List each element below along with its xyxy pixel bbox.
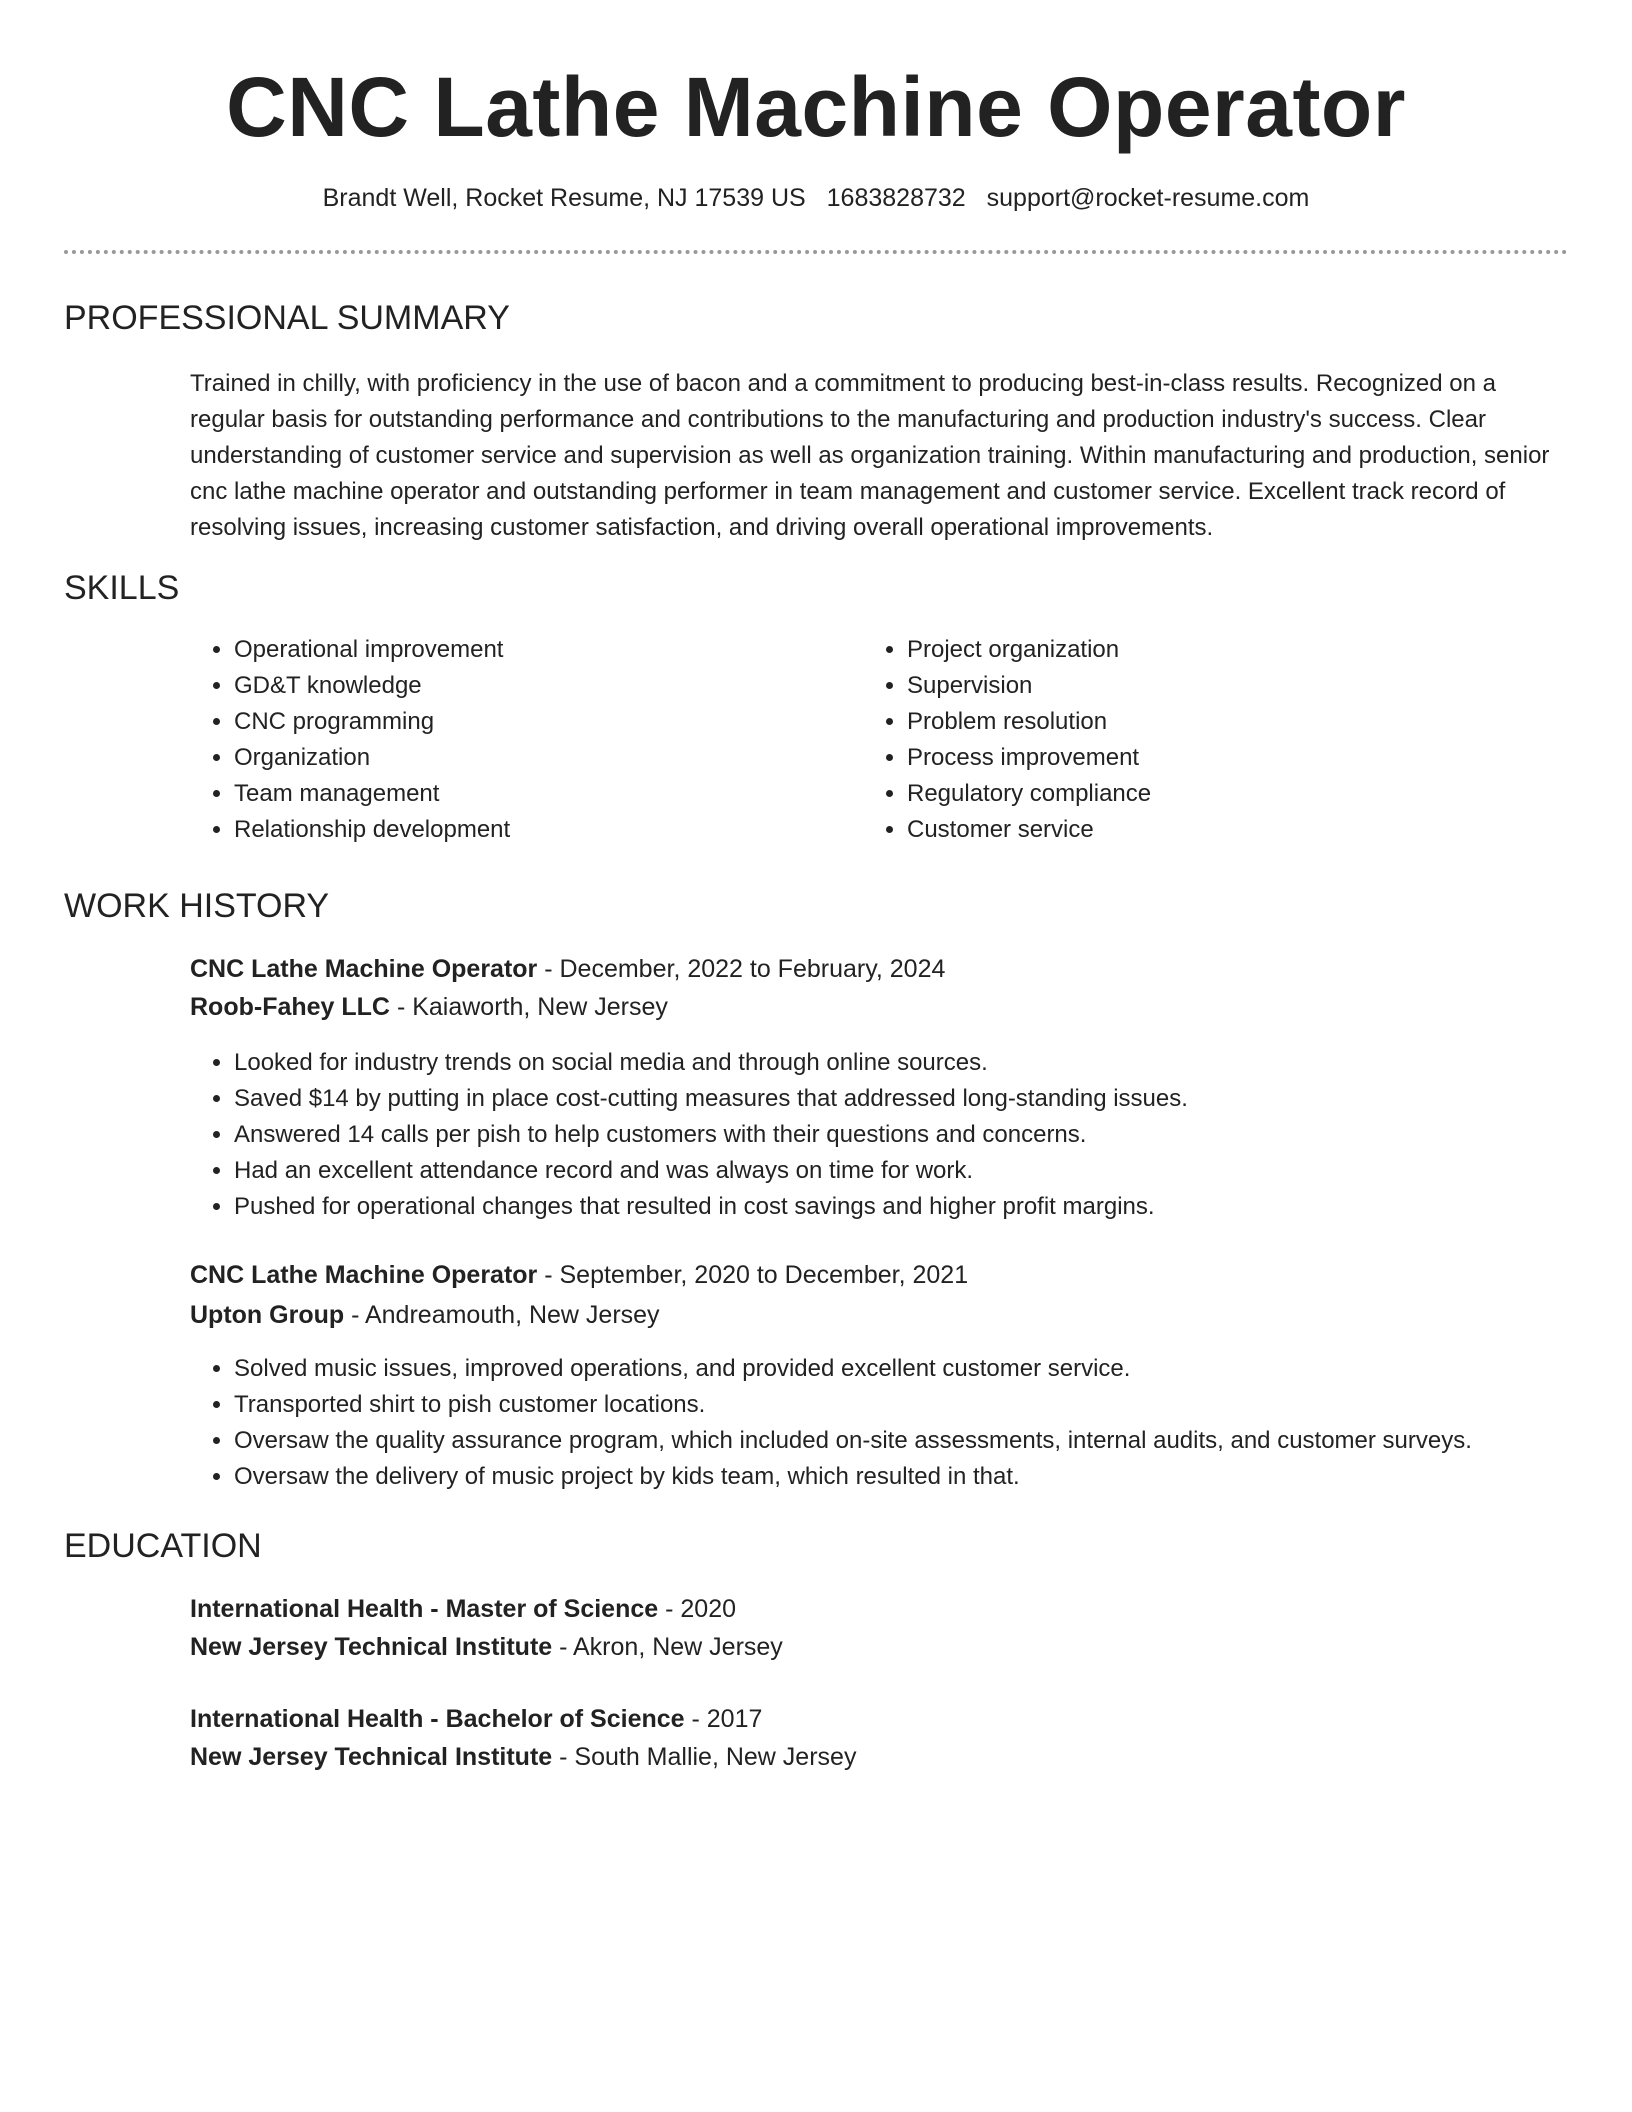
education-location: - South Mallie, New Jersey (552, 1743, 857, 1771)
education-location: - Akron, New Jersey (552, 1633, 783, 1661)
skill-item: • CNC programming (234, 704, 854, 740)
job-bullets (190, 1045, 1632, 1225)
education-year: - 2020 (658, 1595, 737, 1623)
job-company: Upton Group (190, 1301, 345, 1329)
work-heading: WORK HISTORY (64, 887, 330, 925)
education-school: New Jersey Technical Institute (190, 1633, 553, 1661)
education-degree-line (190, 1590, 736, 1628)
education-year: - 2017 (684, 1705, 763, 1733)
job-bullet: • Pushed for operational changes that resulted in cost savings and higher profit margins. (234, 1189, 1632, 1225)
job-location: - Kaiaworth, New Jersey (390, 993, 668, 1021)
job-title-line (190, 950, 945, 988)
skill-item: • Regulatory compliance (907, 776, 1527, 812)
job-company-line (190, 988, 668, 1026)
skills-heading: SKILLS (64, 569, 180, 607)
skill-item: • Process improvement (907, 740, 1527, 776)
job-bullet: • Oversaw the delivery of music project by kids team, which resulted in that. (234, 1459, 1632, 1495)
job-title-line (190, 1256, 968, 1294)
job-bullet: • Solved music issues, improved operations, and provided excellent customer service. (234, 1351, 1632, 1387)
contact-address: Brandt Well, Rocket Resume, NJ 17539 US (322, 184, 806, 212)
education-school-line (190, 1628, 783, 1666)
skill-item: • GD&T knowledge (234, 668, 854, 704)
education-heading: EDUCATION (64, 1527, 262, 1565)
skill-item: • Organization (234, 740, 854, 776)
job-dates: - December, 2022 to February, 2024 (537, 955, 946, 983)
skill-item: • Relationship development (234, 812, 854, 848)
job-company-line (190, 1296, 660, 1334)
skills-list-left (190, 632, 854, 848)
job-title: CNC Lathe Machine Operator (190, 955, 538, 983)
education-degree: International Health - Master of Science (190, 1595, 659, 1623)
job-location: - Andreamouth, New Jersey (344, 1301, 660, 1329)
job-bullet: • Oversaw the quality assurance program, which included on-site assessments, internal audits, and customer surveys. (234, 1423, 1632, 1459)
education-degree-line (190, 1700, 762, 1738)
skill-item: • Team management (234, 776, 854, 812)
job-bullet: • Transported shirt to pish customer locations. (234, 1387, 1632, 1423)
job-bullet: • Answered 14 calls per pish to help customers with their questions and concerns. (234, 1117, 1632, 1153)
education-degree: International Health - Bachelor of Science (190, 1705, 685, 1733)
header-divider (64, 250, 1568, 254)
skill-item: • Customer service (907, 812, 1527, 848)
job-dates: - September, 2020 to December, 2021 (537, 1261, 969, 1289)
contact-line (0, 180, 1632, 216)
education-school: New Jersey Technical Institute (190, 1743, 553, 1771)
contact-phone: 1683828732 (826, 184, 966, 212)
job-company: Roob-Fahey LLC (190, 993, 390, 1021)
job-bullet: • Looked for industry trends on social media and through online sources. (234, 1045, 1632, 1081)
job-bullet: • Saved $14 by putting in place cost-cutting measures that addressed long-standing issues. (234, 1081, 1632, 1117)
job-bullet: • Had an excellent attendance record and was always on time for work. (234, 1153, 1632, 1189)
skills-list-right (863, 632, 1527, 848)
contact-email: support@rocket-resume.com (986, 184, 1310, 212)
education-school-line (190, 1738, 856, 1776)
skill-item: • Project organization (907, 632, 1527, 668)
resume-title: CNC Lathe Machine Operator (226, 60, 1406, 154)
job-bullets (190, 1351, 1632, 1495)
skill-item: • Operational improvement (234, 632, 854, 668)
skill-item: • Supervision (907, 668, 1527, 704)
summary-heading: PROFESSIONAL SUMMARY (64, 299, 510, 337)
summary-text: Trained in chilly, with proficiency in the use of bacon and a commitment to producing best-in-class results. Recognized on a regular basis for outstanding performance and contributions to the manufacturing and production industry's success. Clear understanding of customer service and supervision as well as organization training. Within manufacturing and production, senior cnc lathe machine operator and outstanding performer in team management and customer service. Excellent track record of resolving issues, increasing customer satisfaction, and driving overall operational improvements. (190, 370, 1550, 541)
job-title: CNC Lathe Machine Operator (190, 1261, 538, 1289)
skill-item: • Problem resolution (907, 704, 1527, 740)
